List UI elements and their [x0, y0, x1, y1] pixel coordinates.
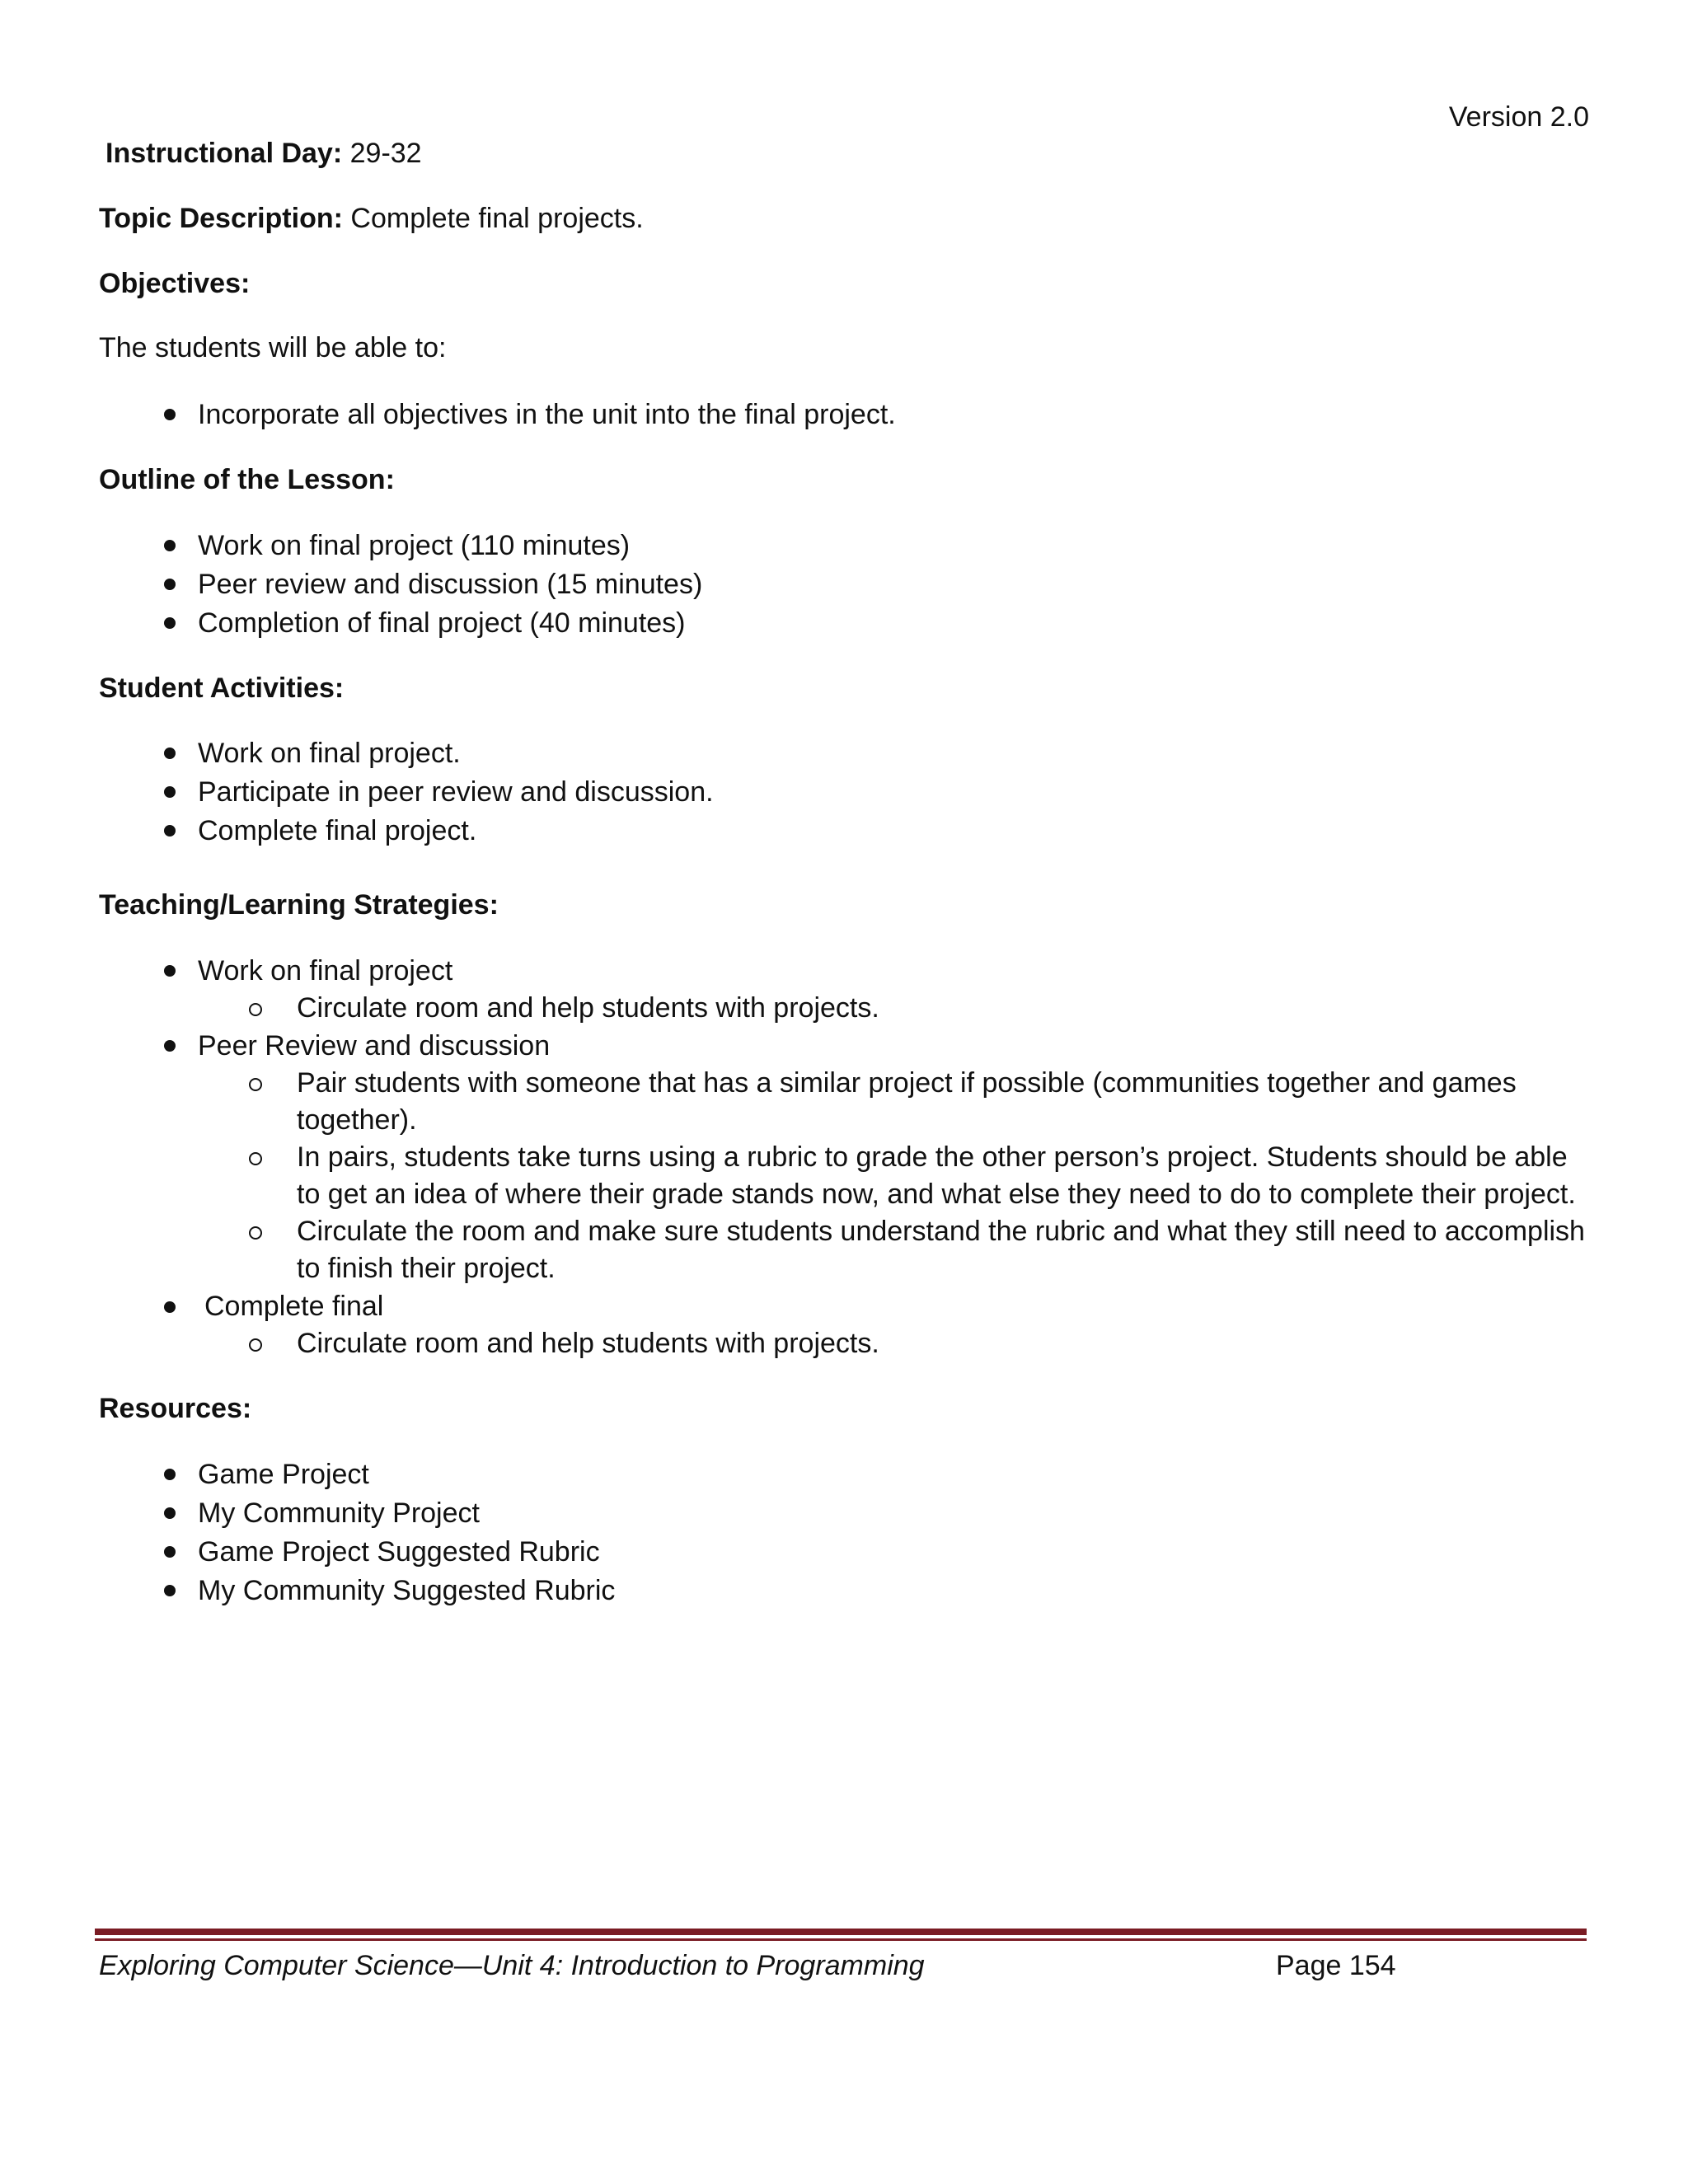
bullet-icon	[164, 786, 176, 798]
topic-description	[99, 200, 644, 237]
activity-item: Participate in peer review and discussion.	[198, 776, 714, 808]
activity-item: Work on final project.	[198, 738, 461, 769]
topic-value: Complete final projects.	[350, 203, 644, 234]
footer-title: Exploring Computer Science—Unit 4: Introduction to Programming	[99, 1950, 925, 1981]
instructional-day-value: 29-32	[349, 138, 422, 169]
bullet-icon	[164, 617, 176, 629]
bullet-icon	[164, 1040, 176, 1052]
bullet-icon	[164, 579, 176, 590]
bullet-icon	[164, 748, 176, 759]
outline-heading: Outline of the Lesson:	[99, 464, 395, 495]
strategy-subitem: Circulate room and help students with projects.	[297, 1328, 879, 1359]
strategy-item: Peer Review and discussion	[198, 1030, 551, 1062]
strategy-subitem-line: Circulate the room and make sure students understand the rubric and what they still need to accomplish	[297, 1216, 1585, 1247]
outline-item: Work on final project (110 minutes)	[198, 530, 631, 561]
outline-item: Completion of final project (40 minutes)	[198, 607, 686, 639]
topic-label: Topic Description:	[99, 203, 343, 234]
sub-bullet-icon	[249, 1338, 262, 1352]
resource-item: My Community Suggested Rubric	[198, 1575, 616, 1606]
sub-bullet-icon	[249, 1078, 262, 1091]
bullet-icon	[164, 1585, 176, 1596]
bullet-icon	[164, 1546, 176, 1558]
strategy-subitem: Circulate room and help students with projects.	[297, 992, 879, 1024]
page-number: Page 154	[1276, 1950, 1396, 1981]
resource-item: Game Project Suggested Rubric	[198, 1536, 600, 1568]
footer-rule-thin	[95, 1938, 1587, 1941]
strategy-item: Complete final	[204, 1291, 384, 1322]
sub-bullet-icon	[249, 1226, 262, 1240]
objectives-intro: The students will be able to:	[99, 332, 447, 363]
bullet-icon	[164, 1469, 176, 1480]
objectives-heading: Objectives:	[99, 268, 251, 299]
student-activities-heading: Student Activities:	[99, 673, 345, 704]
strategies-heading: Teaching/Learning Strategies:	[99, 889, 499, 921]
footer-rule	[95, 1929, 1587, 1935]
bullet-icon	[164, 1301, 176, 1313]
resource-item: My Community Project	[198, 1497, 480, 1529]
sub-bullet-icon	[249, 1003, 262, 1016]
bullet-icon	[164, 540, 176, 551]
objective-item: Incorporate all objectives in the unit into the final project.	[198, 399, 896, 430]
sub-bullet-icon	[249, 1152, 262, 1165]
strategy-item: Work on final project	[198, 955, 453, 987]
resources-heading: Resources:	[99, 1393, 252, 1424]
instructional-day	[106, 135, 422, 171]
bullet-icon	[164, 409, 176, 420]
bullet-icon	[164, 825, 176, 837]
strategy-subitem-line: together).	[297, 1104, 417, 1136]
version-label: Version 2.0	[1448, 101, 1589, 133]
strategy-subitem-line: In pairs, students take turns using a rubric to grade the other person’s project. Students should be able	[297, 1141, 1568, 1173]
strategy-subitem-line: to get an idea of where their grade stands now, and what else they need to do to complete their project.	[297, 1179, 1576, 1210]
bullet-icon	[164, 965, 176, 977]
strategy-subitem-line: Pair students with someone that has a similar project if possible (communities together and games	[297, 1067, 1517, 1099]
outline-item: Peer review and discussion (15 minutes)	[198, 569, 703, 600]
activity-item: Complete final project.	[198, 815, 477, 846]
strategy-subitem-line: to finish their project.	[297, 1253, 556, 1284]
bullet-icon	[164, 1507, 176, 1519]
resource-item: Game Project	[198, 1459, 369, 1490]
instructional-day-label: Instructional Day:	[106, 138, 343, 169]
